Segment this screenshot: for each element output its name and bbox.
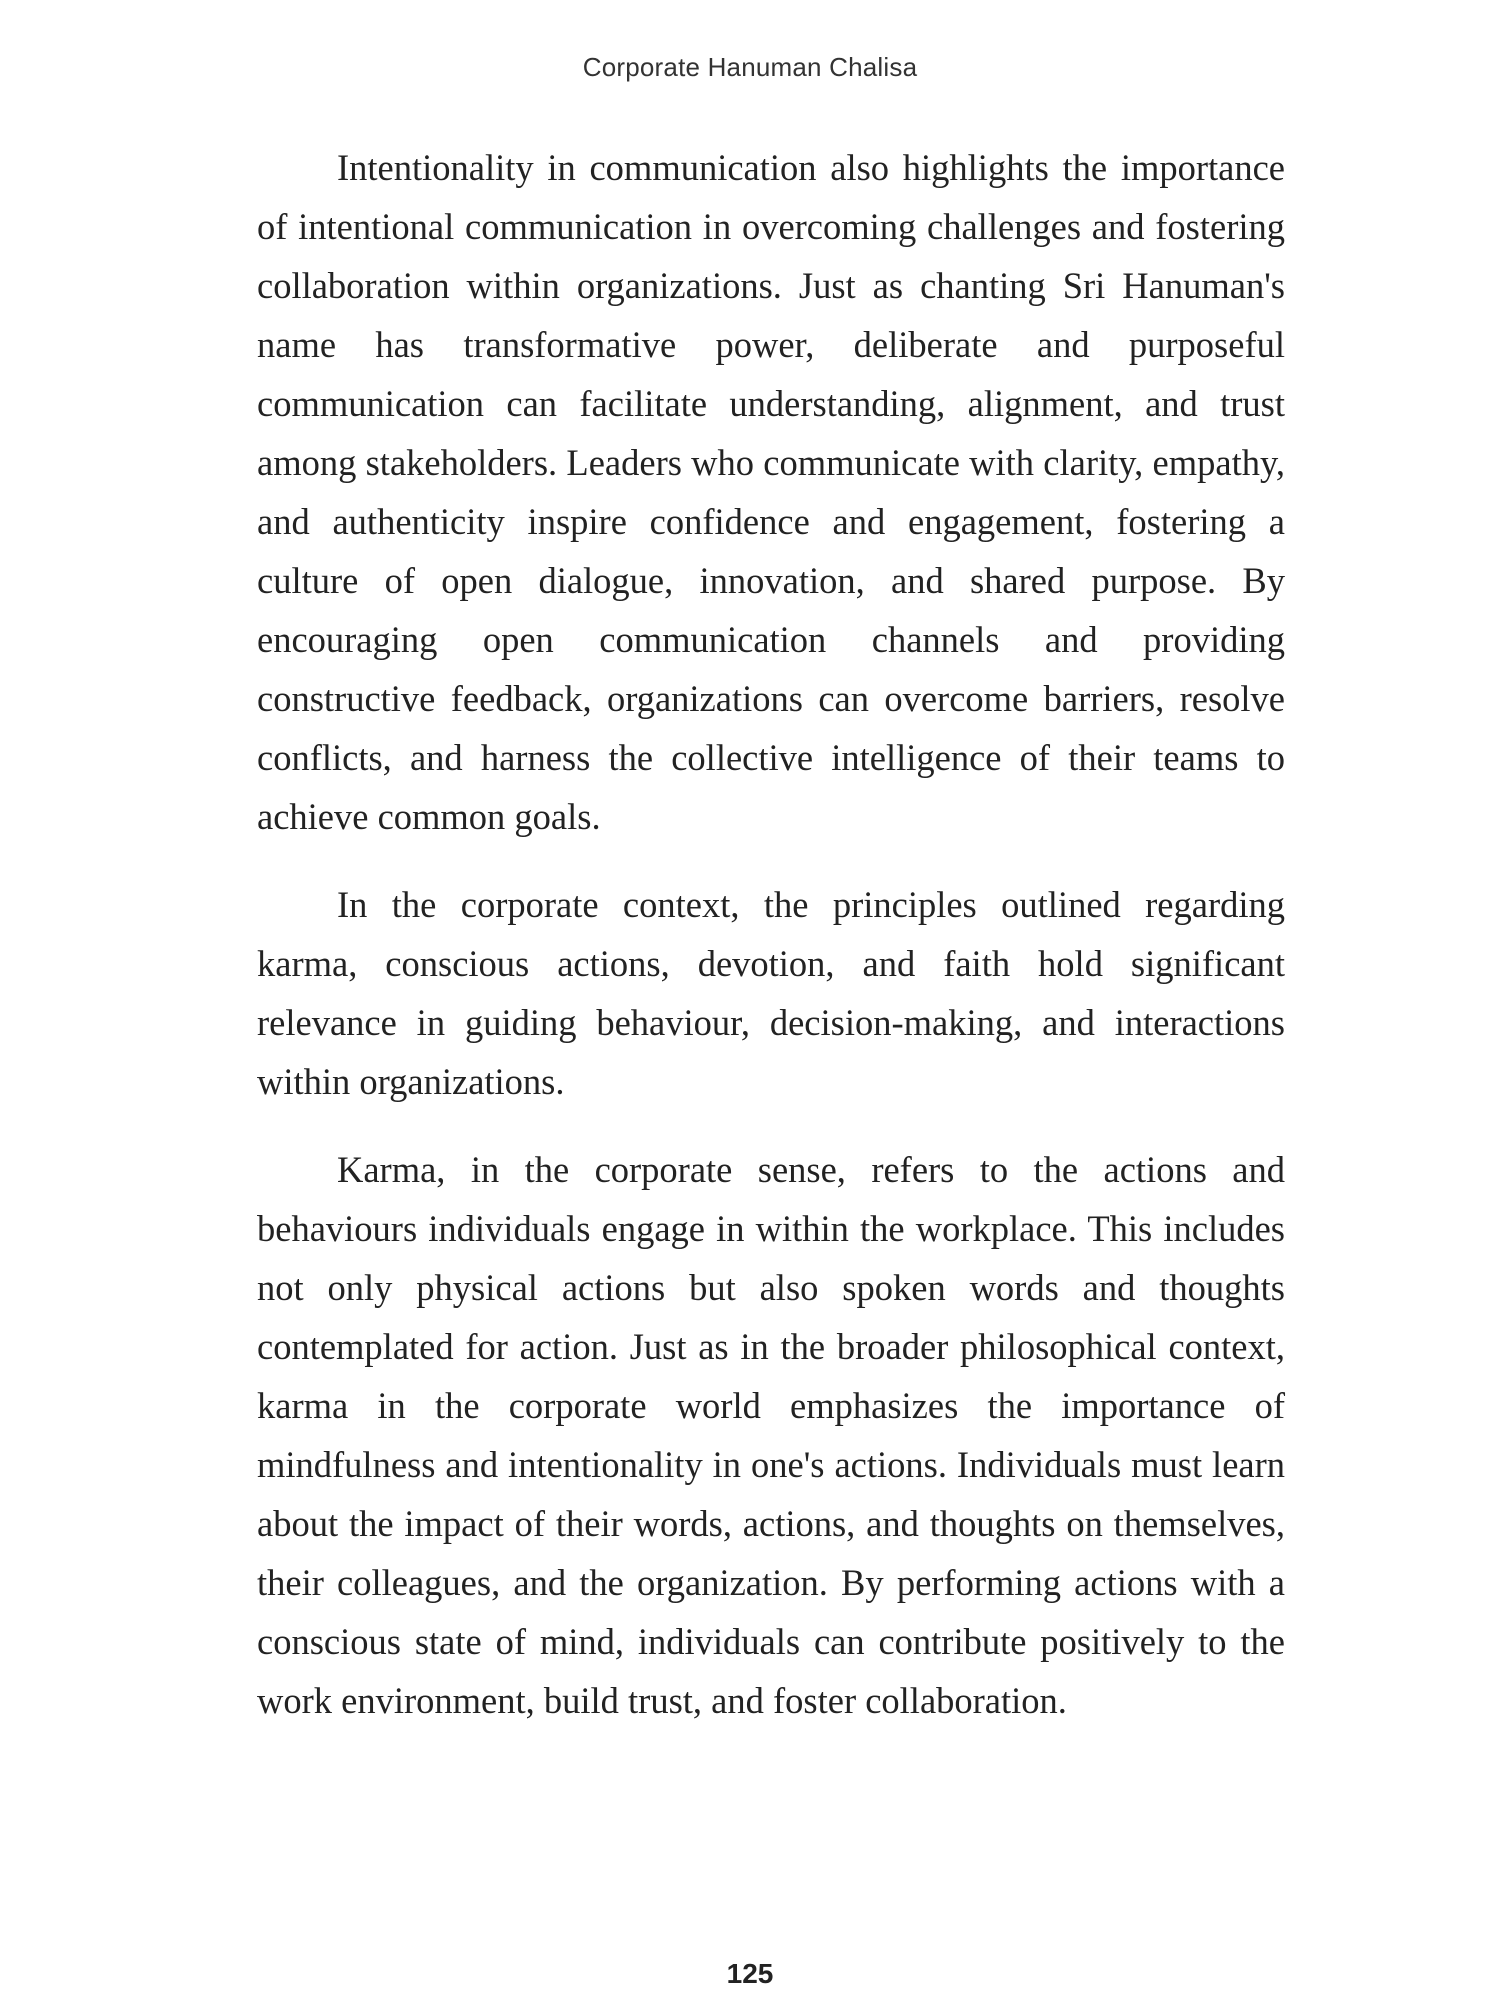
paragraph-intentional-communication: Intentionality in communication also highlights the importance of intentional communication in overcoming challenges and fostering collaboration within organizations. Just as chanting Sri Hanuman's name has transformative power, deliberate and purposeful communication can facilitate understanding, alignment, and trust among stakeholders. Leaders who communicate with clarity, empathy, and authenticity inspire confidence and engagement, fostering a culture of open dialogue, innovation, and shared purpose. By encouraging open communication channels and providing constructive feedback, organizations can overcome barriers, resolve conflicts, and harness the collective intelligence of their teams to achieve common goals. <box>257 147 1285 837</box>
paragraph-corporate-context: In the corporate context, the principles outlined regarding karma, conscious actions, devotion, and faith hold significant relevance in guiding behaviour, decision-making, and interactions within organizations. <box>257 884 1285 1102</box>
running-header: Corporate Hanuman Chalisa <box>582 52 918 82</box>
body-text <box>257 138 1285 1759</box>
page-number: 125 <box>726 1958 774 1989</box>
paragraph-karma: Karma, in the corporate sense, refers to the actions and behaviours individuals engage in within the workplace. This includes not only physical actions but also spoken words and thoughts contemplated for action. Just as in the broader philosophical context, karma in the corporate world emphasizes the importance of mindfulness and intentionality in one's actions. Individuals must learn about the impact of their words, actions, and thoughts on themselves, their colleagues, and the organization. By performing actions with a conscious state of mind, individuals can contribute positively to the work environment, build trust, and foster collaboration. <box>257 1149 1285 1721</box>
